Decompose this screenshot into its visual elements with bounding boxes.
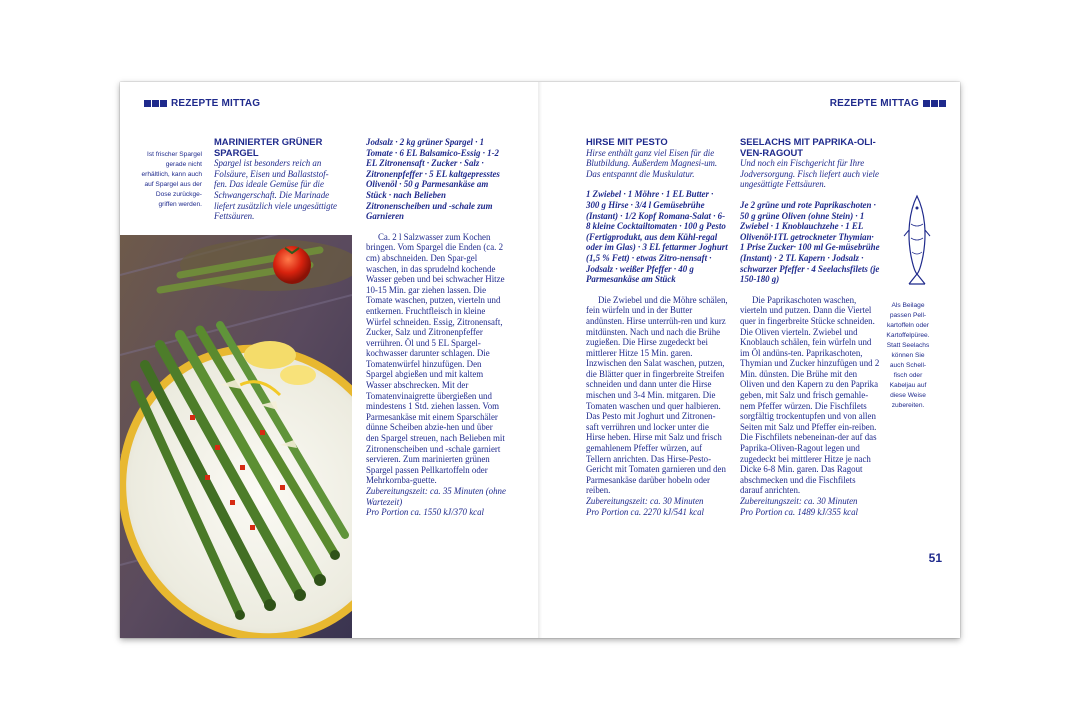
recipe1-header-column xyxy=(214,137,340,222)
recipe2-prep-time: Zubereitungszeit: ca. 30 Minuten xyxy=(586,496,704,506)
recipe3-column xyxy=(740,137,880,517)
book-spine xyxy=(538,82,542,638)
recipe3-per-portion: Pro Portion ca. 1489 kJ/355 kcal xyxy=(740,506,858,517)
recipe1-ingredients: Jodsalz · 2 kg grüner Spargel · 1 Tomate · 6 EL Balsamico-Essig · 1-2 EL Zitronensaft · Zucker · Salz · Zitronenpfeffer · 5 EL kaltgepresstes Olivenöl · 50 g Parmesankäse am Stück · nach Belieben Zitronenscheiben und -schale zum Garnieren xyxy=(366,137,500,222)
fish-illustration-icon xyxy=(903,194,931,286)
recipe2-intro: Hirse enthält ganz viel Eisen für die Blutbildung. Außerdem Magnesi-um. Das entspannt die Muskulatur. xyxy=(586,147,718,179)
photo-illustration xyxy=(120,235,352,638)
asparagus-dish-photo xyxy=(120,235,352,638)
recipe1-title: MARINIERTER GRÜNER SPARGEL xyxy=(214,136,323,158)
recipe2-per-portion: Pro Portion ca. 2270 kJ/541 kcal xyxy=(586,506,704,517)
left-sidenote: Ist frischer Spargel gerade nicht erhältlich, kann auch auf Spargel aus der Dose zurückge-griffen werden. xyxy=(141,151,202,208)
recipe3-method: Die Paprikaschoten waschen, vierteln und putzen. Dann die Viertel quer in fingerbreite Stücke schneiden. Die Oliven vierteln. Zwiebel und Knoblauch schälen, fein würfeln und im Öl andüns-ten. Paprikaschoten, Thymian und Zucker hinzufügen und 2 Min. dünsten. Die Brühe mit den Oliven und den Kapern zu den Paprika geben, mit Salz und frisch gemahle-nem Pfeffer würzen. Die Fischfilets sorgfältig trockentupfen und von allen Seiten mit Salz und Pfeffer ein-reiben. Die Fischfilets nebeneinan-der auf das Paprika-Oliven-Ragout legen und zugedeckt bei mittlerer Hitze je nach Dicke 6-8 Min. garen. Das Ragout abschmecken und die Fischfilets darauf anrichten. xyxy=(740,294,880,496)
recipe1-intro: Spargel ist besonders reich an Folsäure, Eisen und Ballaststof-fen. Das ideale Gemüse für die Schwangerschaft. Die Marinade liefert zusätzlich viele ungesättigte Fettsäuren. xyxy=(214,158,337,222)
header-squares-icon xyxy=(144,100,167,107)
right-page-header xyxy=(830,98,946,109)
recipe2-column xyxy=(586,137,728,517)
left-page-header xyxy=(144,98,260,109)
recipe2-method: Die Zwiebel und die Möhre schälen, fein würfeln und in der Butter andünsten. Hirse unterrüh-ren und kurz mitdünsten. Nach und nach die Brühe zugießen. Die Hirse zugedeckt bei mittlerer Hitze 15 Min. garen. Inzwischen den Salat waschen, putzen, die Blätter quer in fingerbreite Streifen schneiden und dann unter die Hirse mischen und 3-4 Min. mitgaren. Die Tomaten waschen und quer halbieren. Das Pesto mit Joghurt und Zitronen-saft verrühren und locker unter die Hirse heben. Hirse mit Salz und frisch gemahlenem Pfeffer würzen, auf Tellern anrichten. Das Hirse-Pesto-Gericht mit Tomaten garnieren und den Parmesankäse darüber hobeln oder reiben. xyxy=(586,294,728,496)
recipe1-body-column xyxy=(366,137,506,518)
page-number: 51 xyxy=(928,551,942,565)
recipe1-prep-time: Zubereitungszeit: ca. 35 Minuten (ohne Wartezeit) xyxy=(366,486,506,507)
recipe2-title: HIRSE MIT PESTO xyxy=(586,136,668,147)
header-squares-icon xyxy=(923,100,946,107)
recipe3-intro: Und noch ein Fischgericht für Ihre Jodversorgung. Fisch liefert auch viele ungesättigte Fettsäuren. xyxy=(740,158,879,190)
book-spread xyxy=(120,82,960,638)
recipe2-ingredients: 1 Zwiebel · 1 Möhre · 1 EL Butter · 300 g Hirse · 3/4 l Gemüsebrühe (Instant) · 1/2 Kopf Romana-Salat · 6-8 kleine Cocktailtomaten · 100 g Pesto (Fertigprodukt, aus dem Kühl-regal oder im Glas) · 3 EL fettarmer Joghurt (1,5 % Fett) · etwas Zitro-nensaft · Jodsalz · weißer Pfeffer · 40 g Parmesankäse am Stück xyxy=(586,189,728,285)
right-header-label: REZEPTE MITTAG xyxy=(829,98,919,109)
recipe1-per-portion: Pro Portion ca. 1550 kJ/370 kcal xyxy=(366,507,484,518)
recipe3-ingredients: Je 2 grüne und rote Paprikaschoten · 50 g grüne Oliven (ohne Stein) · 1 Zwiebel · 1 Knoblauchzehe · 1 EL Olivenöl·1TL getrockneter Thymian· 1 Prise Zucker· 100 ml Ge-müsebrühe (Instant) · 2 TL Kapern · Jodsalz · schwarzer Pfeffer · 4 Seelachsfilets (je 150-180 g) xyxy=(740,199,880,285)
right-sidenote: Als Beilage passen Pell-kartoffeln oder Kartoffelpüree. Statt Seelachs können Sie auch Schell-fisch oder Kabeljau auf diese Weise zubereiten. xyxy=(886,302,930,409)
left-header-label: REZEPTE MITTAG xyxy=(171,98,261,109)
recipe3-title: SEELACHS MIT PAPRIKA-OLI-VEN-RAGOUT xyxy=(740,136,876,158)
recipe1-method: Ca. 2 l Salzwasser zum Kochen bringen. Vom Spargel die Enden (ca. 2 cm) abschneiden. Den Spar-gel waschen, in das sprudelnd kochende Wasser geben und bei schwacher Hitze 10-15 Min. gar ziehen lassen. Die Tomate waschen, putzen, vierteln und entkernen. Fruchtfleisch in kleine Würfel schneiden. Essig, Zitronensaft, Zucker, Salz und Zitronenpfeffer verrühren. Öl und 5 EL Spargel-kochwasser darunter schlagen. Die Tomatenwürfel hinzufügen. Den Spargel abgießen und mit kaltem Wasser abschrecken. Mit der Tomatenvinaigrette übergießen und mindestens 1 Std. ziehen lassen. Vom Parmesankäse mit einem Sparschäler dünne Scheiben abzie-hen und über den Spargel streuen, nach Belieben mit Zitronenscheiben und -schale garniert servieren. Zum marinierten grünen Spargel passen Pellkartoffeln oder Mehrkornba-guette. xyxy=(366,231,505,486)
recipe3-prep-time: Zubereitungszeit: ca. 30 Minuten xyxy=(740,496,858,506)
